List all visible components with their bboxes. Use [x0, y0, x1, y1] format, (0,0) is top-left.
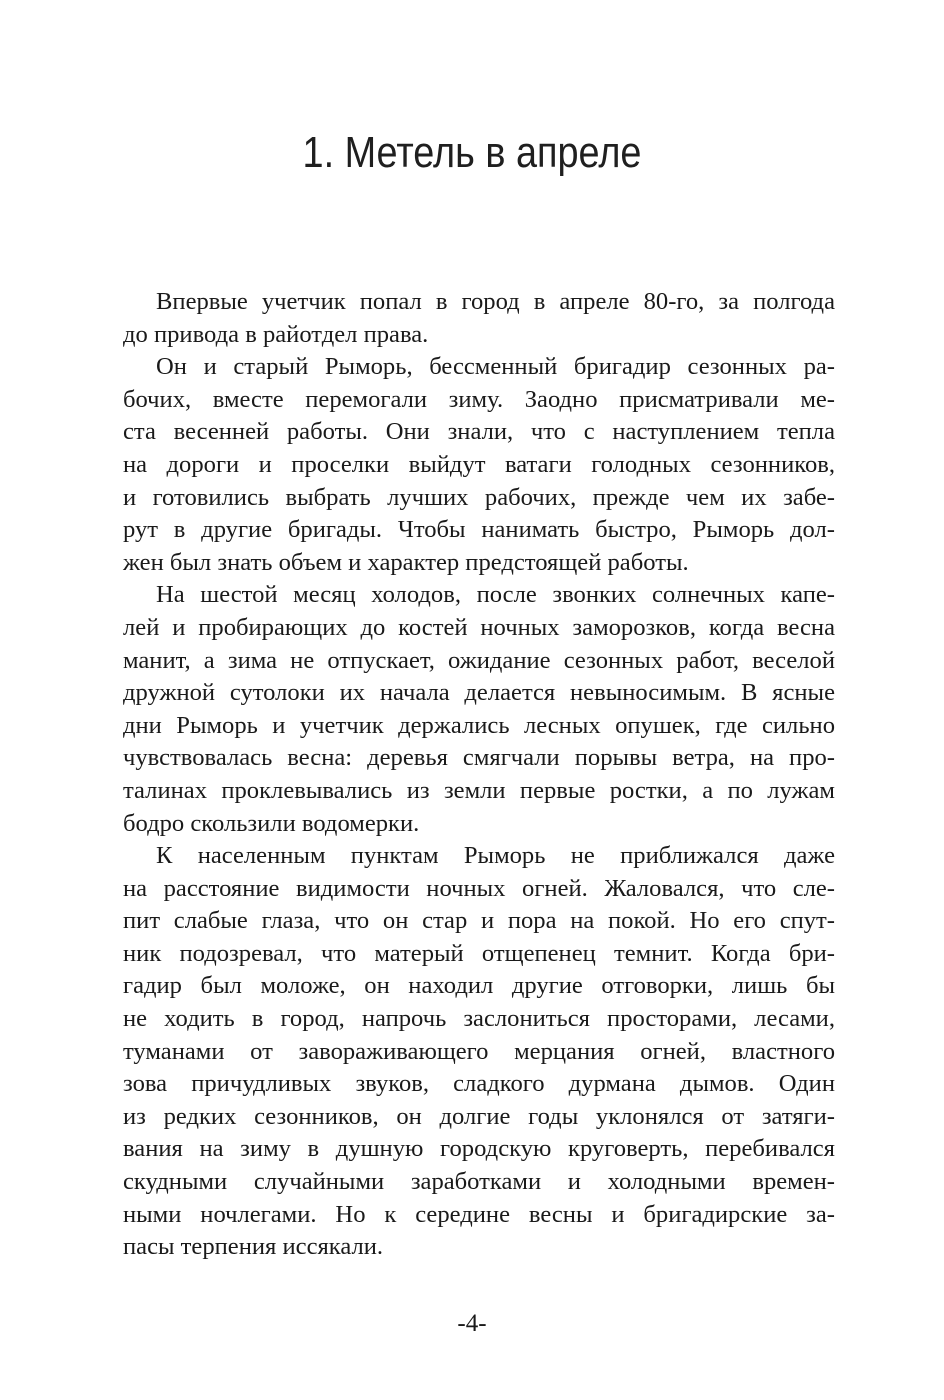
text-line: зова причудливых звуков, сладкого дурмана дымов. Один — [123, 1070, 835, 1098]
text-line: ными ночлегами. Но к середине весны и бригадирские за- — [123, 1200, 835, 1228]
text-line: талинах проклевывались из земли первые ростки, а по лужам — [123, 776, 835, 804]
text-line: не ходить в город, напрочь заслониться просторами, лесами, — [123, 1005, 835, 1033]
text-line: рут в другие бригады. Чтобы нанимать быстро, Рыморь дол- — [123, 516, 835, 544]
text-line: до привода в райотдел права. — [123, 320, 429, 348]
text-line: ник подозревал, что матерый отщепенец темнит. Когда бри- — [123, 939, 835, 967]
text-line: ста весенней работы. Они знали, что с наступлением тепла — [123, 418, 835, 446]
text-line: бочих, вместе перемогали зиму. Заодно присматривали ме- — [123, 385, 835, 413]
text-line: На шестой месяц холодов, после звонких солнечных капе- — [156, 581, 835, 609]
chapter-title: 1. Метель в апреле — [302, 128, 642, 177]
text-line: Впервые учетчик попал в город в апреле 80-го, за полгода — [156, 288, 835, 315]
text-line: жен был знать объем и характер предстоящей работы. — [123, 548, 689, 576]
text-line: пасы терпения иссякали. — [123, 1233, 384, 1261]
body-text — [123, 286, 835, 1264]
paragraph-1 — [123, 286, 835, 351]
text-line: гадир был моложе, он находил другие отговорки, лишь бы — [123, 972, 835, 1000]
text-line: и готовились выбрать лучших рабочих, прежде чем их забе- — [123, 483, 835, 511]
text-line: лей и пробирающих до костей ночных заморозков, когда весна — [123, 613, 835, 641]
text-line: скудными случайными заработками и холодными времен- — [123, 1168, 835, 1196]
paragraph-2 — [123, 351, 835, 579]
text-line: манит, а зима не отпускает, ожидание сезонных работ, веселой — [123, 646, 835, 674]
text-line: дни Рыморь и учетчик держались лесных опушек, где сильно — [123, 711, 835, 739]
paragraph-3 — [123, 579, 835, 840]
text-line: Он и старый Рыморь, бессменный бригадир сезонных ра- — [156, 353, 835, 381]
page-number: -4- — [457, 1310, 487, 1337]
text-line: на расстояние видимости ночных огней. Жаловался, что сле- — [123, 874, 835, 902]
text-line: на дороги и проселки выйдут ватаги голодных сезонников, — [123, 450, 835, 478]
text-line: бодро скользили водомерки. — [123, 809, 420, 837]
text-line: чувствовалась весна: деревья смягчали порывы ветра, на про- — [123, 744, 835, 772]
text-line: дружной сутолоки их начала делается невыносимым. В ясные — [123, 679, 835, 707]
text-line: туманами от завораживающего мерцания огней, властного — [123, 1037, 835, 1065]
text-line: из редких сезонников, он долгие годы уклонялся от затяги- — [123, 1102, 835, 1130]
text-line: пит слабые глаза, что он стар и пора на покой. Но его спут- — [123, 907, 835, 935]
text-line: К населенным пунктам Рыморь не приближался даже — [156, 842, 835, 870]
paragraph-4 — [123, 840, 835, 1264]
text-line: вания на зиму в душную городскую круговерть, перебивался — [123, 1135, 835, 1163]
